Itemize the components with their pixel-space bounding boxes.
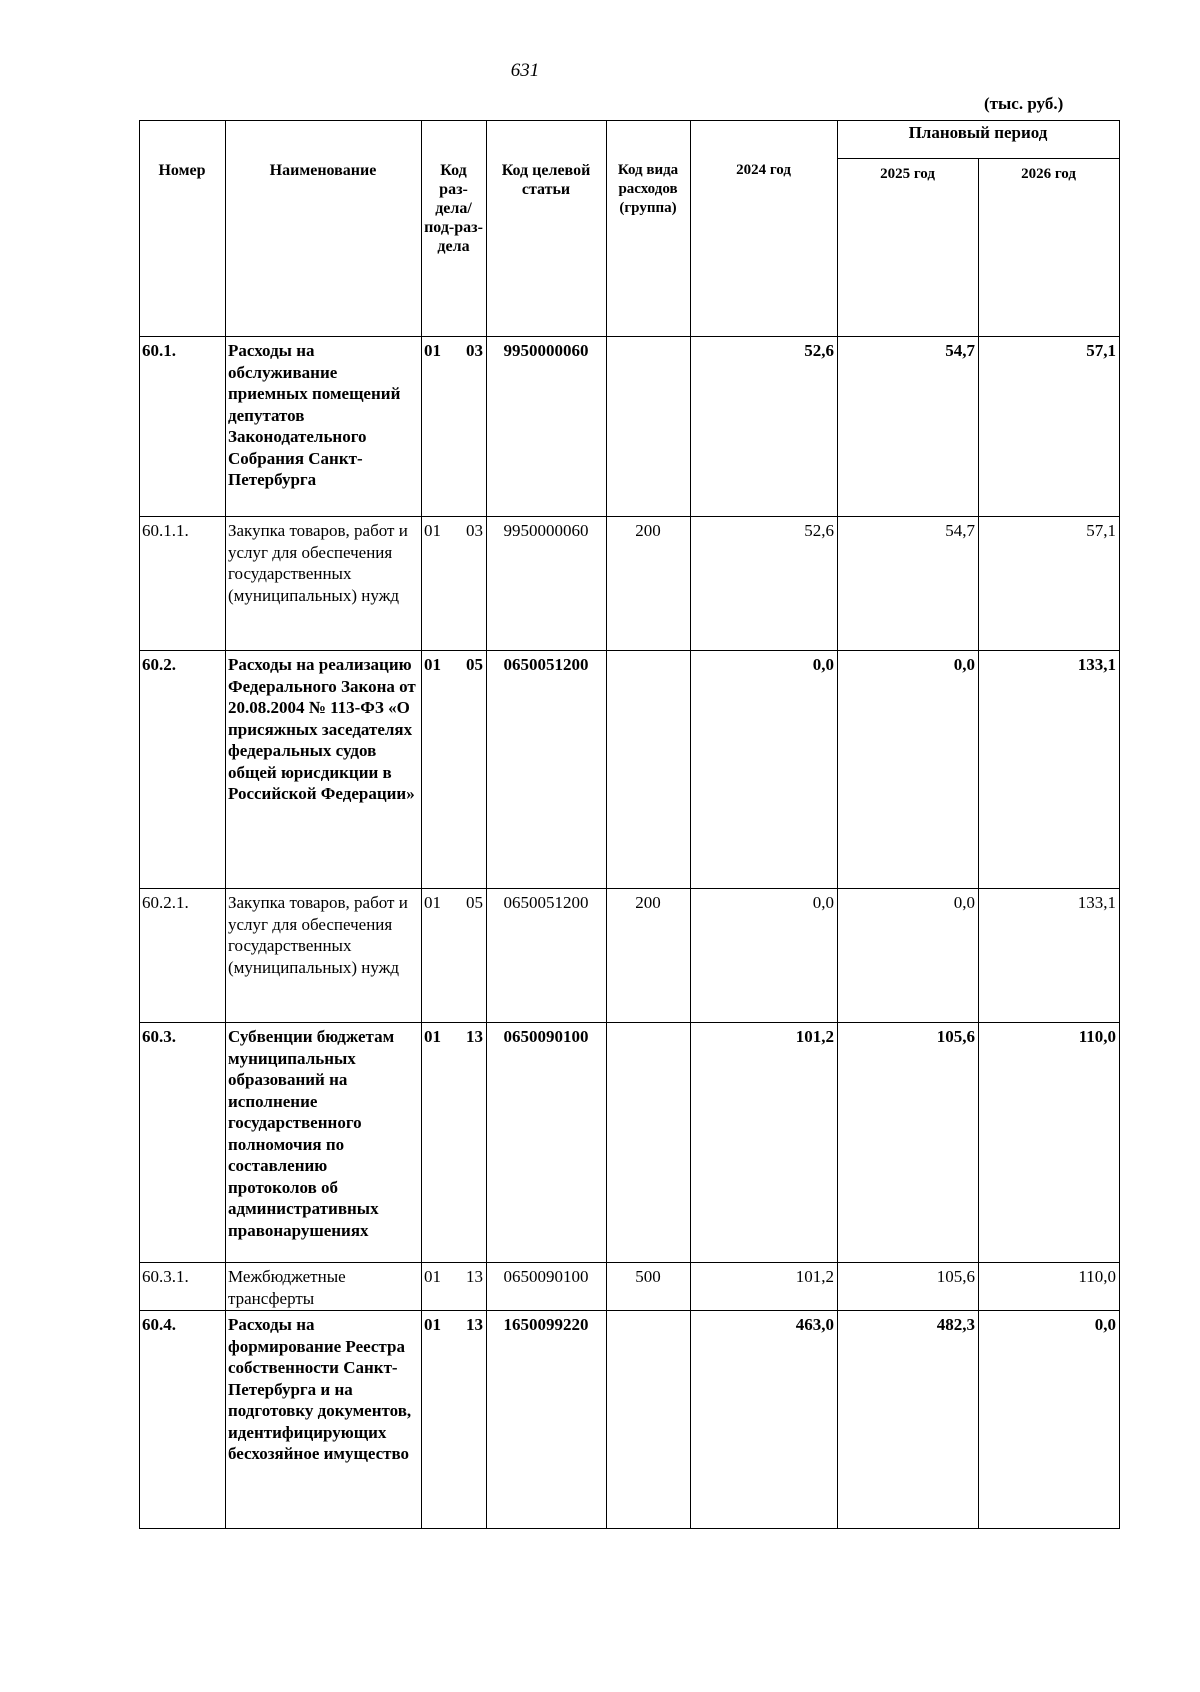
header-year-2025: 2025 год xyxy=(838,159,979,337)
row-number: 60.2. xyxy=(140,651,226,889)
table-body xyxy=(140,337,1120,1529)
units-label: (тыс. руб.) xyxy=(984,94,1064,113)
row-section-code xyxy=(422,337,487,517)
budget-table xyxy=(139,120,1120,1529)
row-value-2026: 110,0 xyxy=(979,1023,1120,1263)
row-section: 01 xyxy=(424,1027,441,1046)
row-value-2024: 0,0 xyxy=(691,651,838,889)
row-section-code xyxy=(422,889,487,1023)
header-expense-code: Код вида расходов (группа) xyxy=(607,121,691,337)
row-value-2024: 101,2 xyxy=(691,1263,838,1311)
row-subsection: 13 xyxy=(466,1027,483,1046)
row-target-code: 1650099220 xyxy=(487,1311,607,1529)
table-row xyxy=(140,651,1120,889)
row-section: 01 xyxy=(424,1315,441,1334)
row-value-2025: 105,6 xyxy=(838,1263,979,1311)
row-number: 60.3. xyxy=(140,1023,226,1263)
row-name: Закупка товаров, работ и услуг для обеспечения государственных (муниципальных) нужд xyxy=(226,517,422,651)
header-year-2026: 2026 год xyxy=(979,159,1120,337)
row-number: 60.4. xyxy=(140,1311,226,1529)
row-section-code xyxy=(422,1023,487,1263)
page-number: 631 xyxy=(510,60,540,81)
row-value-2025: 54,7 xyxy=(838,517,979,651)
header-section-code: Код раз-дела/ под-раз-дела xyxy=(422,121,487,337)
row-expense-code xyxy=(607,651,691,889)
row-target-code: 0650090100 xyxy=(487,1023,607,1263)
row-section-code xyxy=(422,1311,487,1529)
row-expense-code: 500 xyxy=(607,1263,691,1311)
header-planned-period: Плановый период xyxy=(838,121,1120,159)
row-expense-code xyxy=(607,337,691,517)
row-subsection: 05 xyxy=(466,655,483,674)
row-target-code: 0650090100 xyxy=(487,1263,607,1311)
row-value-2025: 482,3 xyxy=(838,1311,979,1529)
row-value-2024: 52,6 xyxy=(691,337,838,517)
header-target-code: Код целевой статьи xyxy=(487,121,607,337)
table-header xyxy=(140,121,1120,337)
row-number: 60.2.1. xyxy=(140,889,226,1023)
row-section: 01 xyxy=(424,341,441,360)
row-section-code xyxy=(422,651,487,889)
header-number: Номер xyxy=(140,121,226,337)
row-value-2026: 57,1 xyxy=(979,337,1120,517)
table-row xyxy=(140,337,1120,517)
row-value-2025: 0,0 xyxy=(838,651,979,889)
row-number: 60.1. xyxy=(140,337,226,517)
row-value-2024: 52,6 xyxy=(691,517,838,651)
row-value-2024: 101,2 xyxy=(691,1023,838,1263)
table-row xyxy=(140,1023,1120,1263)
row-section: 01 xyxy=(424,1267,441,1286)
row-value-2026: 133,1 xyxy=(979,889,1120,1023)
header-year-2024: 2024 год xyxy=(691,121,838,337)
row-value-2026: 110,0 xyxy=(979,1263,1120,1311)
row-section-code xyxy=(422,517,487,651)
row-section: 01 xyxy=(424,521,441,540)
row-value-2024: 463,0 xyxy=(691,1311,838,1529)
row-expense-code xyxy=(607,1311,691,1529)
row-target-code: 0650051200 xyxy=(487,651,607,889)
row-value-2025: 0,0 xyxy=(838,889,979,1023)
table-row xyxy=(140,517,1120,651)
row-expense-code: 200 xyxy=(607,517,691,651)
row-subsection: 03 xyxy=(466,341,483,360)
row-section: 01 xyxy=(424,655,441,674)
header-name: Наименование xyxy=(226,121,422,337)
row-subsection: 05 xyxy=(466,893,483,912)
row-value-2025: 54,7 xyxy=(838,337,979,517)
row-number: 60.3.1. xyxy=(140,1263,226,1311)
row-expense-code xyxy=(607,1023,691,1263)
row-value-2026: 133,1 xyxy=(979,651,1120,889)
row-subsection: 03 xyxy=(466,521,483,540)
row-target-code: 9950000060 xyxy=(487,337,607,517)
row-subsection: 13 xyxy=(466,1315,483,1334)
row-name: Закупка товаров, работ и услуг для обеспечения государственных (муниципальных) нужд xyxy=(226,889,422,1023)
row-value-2026: 57,1 xyxy=(979,517,1120,651)
row-expense-code: 200 xyxy=(607,889,691,1023)
row-value-2026: 0,0 xyxy=(979,1311,1120,1529)
row-name: Расходы на формирование Реестра собственности Санкт-Петербурга и на подготовку документов, идентифицирующих бесхозяйное имущество xyxy=(226,1311,422,1529)
row-target-code: 9950000060 xyxy=(487,517,607,651)
row-target-code: 0650051200 xyxy=(487,889,607,1023)
table-row xyxy=(140,1263,1120,1311)
row-number: 60.1.1. xyxy=(140,517,226,651)
row-section: 01 xyxy=(424,893,441,912)
row-section-code xyxy=(422,1263,487,1311)
row-name: Расходы на обслуживание приемных помещений депутатов Законодательного Собрания Санкт-Петербурга xyxy=(226,337,422,517)
row-name: Расходы на реализацию Федерального Закона от 20.08.2004 № 113-ФЗ «О присяжных заседателях федеральных судов общей юрисдикции в Российской Федерации» xyxy=(226,651,422,889)
row-name: Субвенции бюджетам муниципальных образований на исполнение государственного полномочия по составлению протоколов об административных правонарушениях xyxy=(226,1023,422,1263)
table-row xyxy=(140,1311,1120,1529)
row-value-2024: 0,0 xyxy=(691,889,838,1023)
row-name: Межбюджетные трансферты xyxy=(226,1263,422,1311)
table-row xyxy=(140,889,1120,1023)
row-subsection: 13 xyxy=(466,1267,483,1286)
row-value-2025: 105,6 xyxy=(838,1023,979,1263)
